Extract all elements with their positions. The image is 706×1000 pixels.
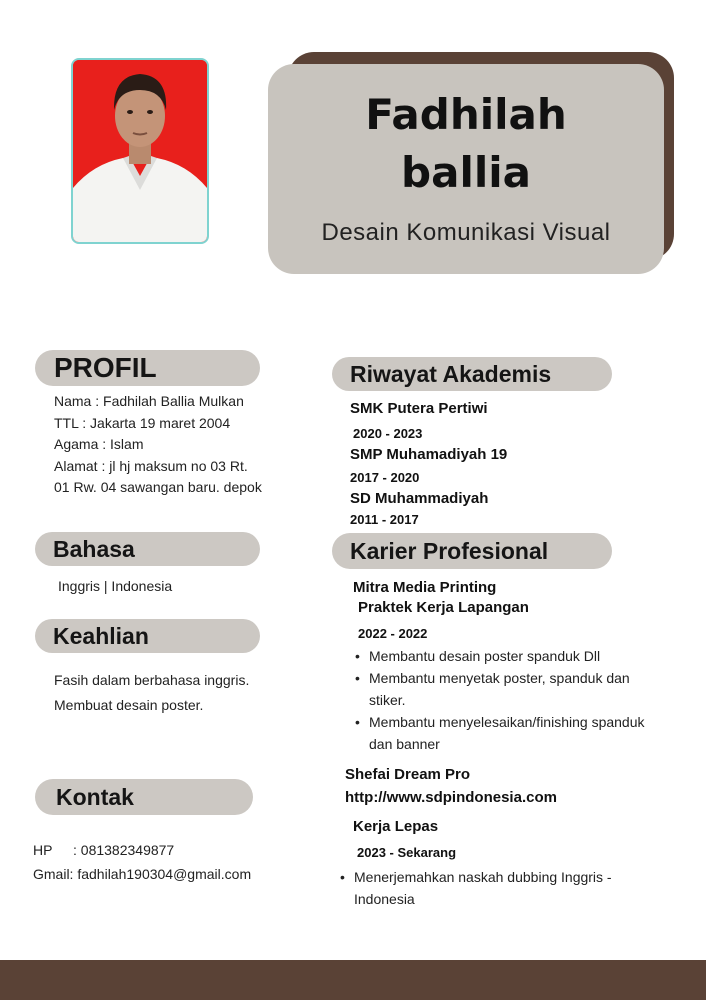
duty-item: • Membantu desain poster spanduk Dll bbox=[353, 645, 663, 667]
profil-line: TTL : Jakarta 19 maret 2004 bbox=[54, 414, 231, 431]
job-role: Praktek Kerja Lapangan bbox=[358, 599, 529, 616]
school-years: 2020 - 2023 bbox=[353, 426, 423, 441]
school-name: SD Muhammadiyah bbox=[350, 490, 489, 507]
company-name: Mitra Media Printing bbox=[353, 579, 497, 596]
job-years: 2022 - 2022 bbox=[358, 626, 428, 641]
school-name: SMK Putera Pertiwi bbox=[350, 400, 488, 417]
name-line-2: ballia bbox=[401, 148, 531, 197]
job-duties bbox=[353, 645, 663, 755]
profil-line: Alamat : jl hj maksum no 03 Rt. bbox=[54, 457, 248, 474]
phone-label: HP bbox=[33, 842, 53, 858]
job-duties bbox=[338, 866, 638, 910]
school-years: 2017 - 2020 bbox=[350, 470, 420, 485]
job-title: Desain Komunikasi Visual bbox=[321, 219, 611, 246]
name-line-1: Fadhilah bbox=[365, 90, 567, 139]
name-card bbox=[268, 64, 664, 274]
profil-line: Nama : Fadhilah Ballia Mulkan bbox=[54, 393, 244, 409]
person-portrait-icon bbox=[73, 60, 207, 242]
karier-heading: Karier Profesional bbox=[332, 533, 612, 569]
school-name: SMP Muhamadiyah 19 bbox=[350, 446, 508, 463]
company-name: Shefai Dream Pro bbox=[345, 766, 471, 783]
job-years: 2023 - Sekarang bbox=[357, 845, 457, 860]
phone-value: : 081382349877 bbox=[73, 842, 175, 858]
full-name bbox=[268, 86, 664, 202]
kontak-details bbox=[33, 838, 251, 886]
skill-item: Membuat desain poster. bbox=[54, 697, 204, 713]
keahlian-heading: Keahlian bbox=[35, 619, 260, 653]
phone-row bbox=[33, 838, 251, 862]
school-years: 2011 - 2017 bbox=[350, 512, 419, 527]
bahasa-text: Inggris | Indonesia bbox=[58, 578, 173, 594]
profil-details bbox=[54, 391, 294, 499]
akademis-heading: Riwayat Akademis bbox=[332, 357, 612, 391]
profile-photo bbox=[71, 58, 209, 244]
kontak-heading: Kontak bbox=[35, 779, 253, 815]
duty-item: • Membantu menyelesaikan/finishing spanduk dan banner bbox=[353, 711, 663, 755]
email-value: Gmail: fadhilah190304@gmail.com bbox=[33, 866, 252, 882]
job-role: Kerja Lepas bbox=[353, 818, 439, 835]
skill-item: Fasih dalam berbahasa inggris. bbox=[54, 672, 250, 688]
profil-heading: PROFIL bbox=[35, 350, 260, 386]
bahasa-heading: Bahasa bbox=[35, 532, 260, 566]
profil-line: 01 Rw. 04 sawangan baru. depok bbox=[54, 479, 262, 495]
duty-item: • Membantu menyetak poster, spanduk dan stiker. bbox=[353, 667, 663, 711]
duty-item: • Menerjemahkan naskah dubbing Inggris - Indonesia bbox=[338, 866, 638, 910]
keahlian-list bbox=[54, 668, 249, 718]
footer-bar bbox=[0, 960, 706, 1000]
profil-line: Agama : Islam bbox=[54, 436, 144, 452]
company-url[interactable]: http://www.sdpindonesia.com bbox=[345, 789, 557, 806]
